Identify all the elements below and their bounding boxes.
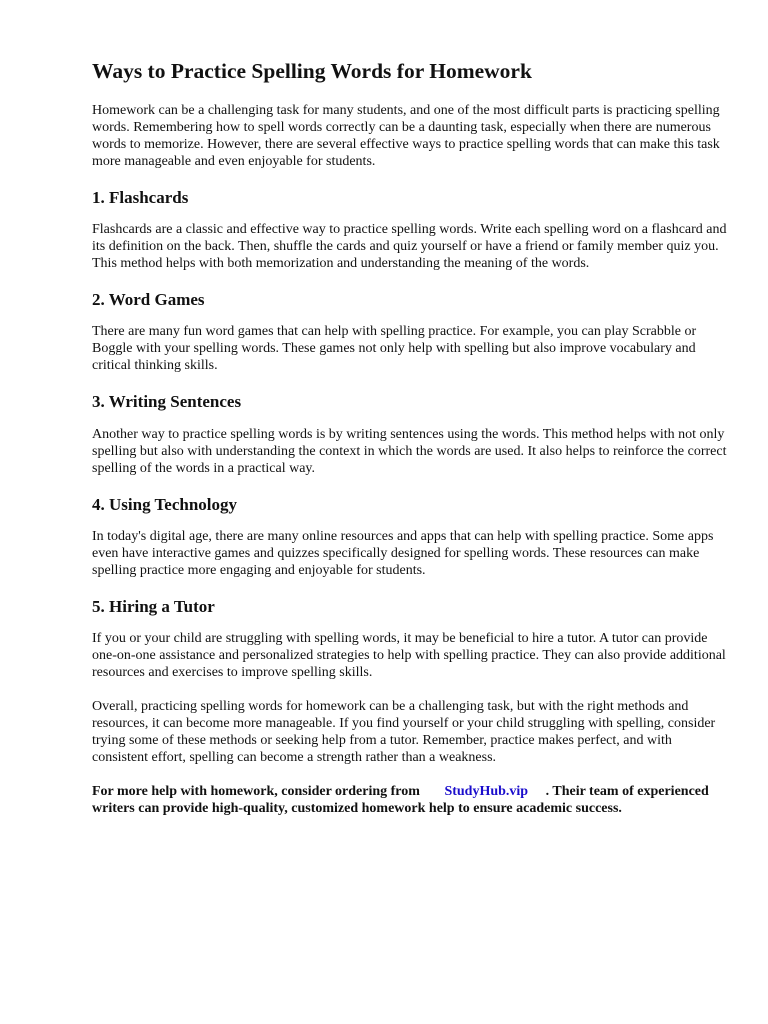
cta-text-after: . Their team of experienced writers can provide high-quality, customized homework help to ensure academic success. [92,784,709,817]
cta-text-before: For more help with homework, consider ordering from [92,784,420,800]
section-heading: 4. Using Technology [92,494,238,514]
section-heading: 3. Writing Sentences [92,392,242,412]
section-writing-sentences [92,391,728,476]
section-body: Another way to practice spelling words is by writing sentences using the words. This method helps with not only spelling but also with understanding the context in which the words are used. It also helps to reinforce the correct spelling of the words in a practical way. [92,426,727,476]
section-hiring-tutor [92,596,728,681]
section-body: Flashcards are a classic and effective way to practice spelling words. Write each spelling word on a flashcard and its definition on the back. Then, shuffle the cards and quiz yourself or have a friend or family member quiz you. This method helps with both memorization and understanding the meaning of the words. [92,222,727,272]
conclusion-paragraph: Overall, practicing spelling words for homework can be a challenging task, but with the right methods and resources, it can become more manageable. If you find yourself or your child struggling with spelling, consider trying some of these methods or seeking help from a tutor. Remember, practice makes perfect, and with consistent effort, spelling can become a strength rather than a weakness. [92,699,716,766]
document-page [92,58,728,834]
section-heading: 5. Hiring a Tutor [92,596,215,616]
section-using-technology [92,494,728,579]
section-word-games [92,289,728,374]
section-body: In today's digital age, there are many online resources and apps that can help with spelling practice. Some apps even have interactive games and quizzes specifically designed for spelling words. These resources can make spelling practice more engaging and enjoyable for students. [92,528,714,578]
call-to-action [92,783,728,817]
section-flashcards [92,187,728,272]
section-heading: 2. Word Games [92,290,205,310]
section-body: There are many fun word games that can help with spelling practice. For example, you can play Scrabble or Boggle with your spelling words. These games not only help with spelling but also improve vocabulary and critical thinking skills. [92,324,697,374]
section-heading: 1. Flashcards [92,187,189,207]
page-title: Ways to Practice Spelling Words for Homework [92,59,532,83]
section-body: If you or your child are struggling with spelling words, it may be beneficial to hire a tutor. A tutor can provide one-on-one assistance and personalized strategies to help with spelling practice. They can also provide additional resources and exercises to improve spelling skills. [92,631,726,681]
studyhub-link[interactable]: StudyHub.vip [444,784,529,800]
intro-paragraph: Homework can be a challenging task for many students, and one of the most difficult parts is practicing spelling words. Remembering how to spell words correctly can be a daunting task, especially when there are numerous words to memorize. However, there are several effective ways to practice spelling words that can make this task more manageable and even enjoyable for students. [92,102,720,169]
